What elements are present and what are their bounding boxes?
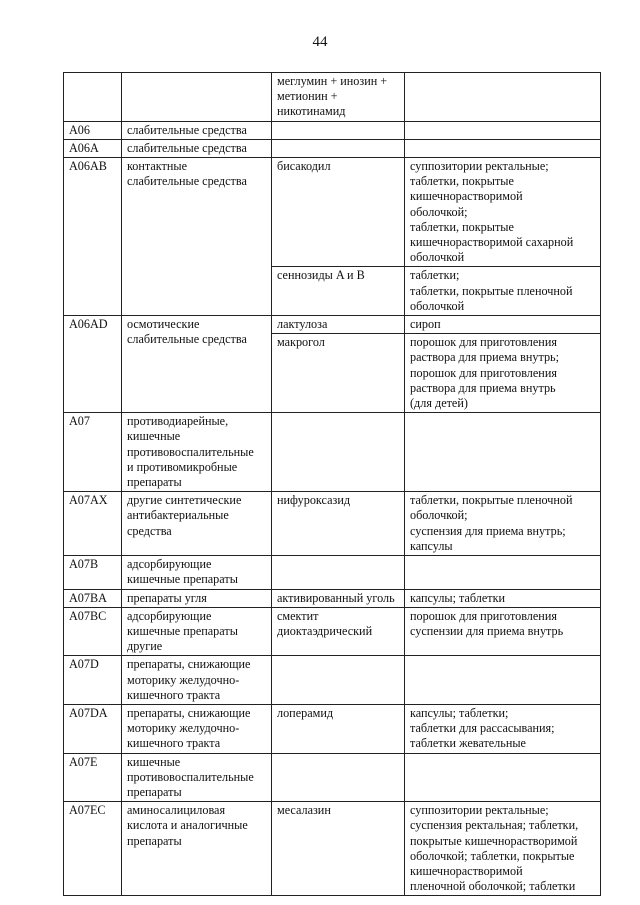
substance-cell: активированный уголь xyxy=(272,589,405,607)
page-number: 44 xyxy=(312,34,328,50)
table-row xyxy=(64,556,601,589)
substance-cell: нифуроксазид xyxy=(272,492,405,556)
anatomical-group-cell: слабительные средства xyxy=(122,121,272,139)
anatomical-group-cell: кишечные противовоспалительные препараты xyxy=(122,753,272,802)
substance-cell: меглумин + инозин + метионин + никотинамид xyxy=(272,73,405,122)
anatomical-group-cell: препараты, снижающие моторику желудочно- кишечного тракта xyxy=(122,704,272,753)
substance-cell xyxy=(272,139,405,157)
dosage-form-cell xyxy=(405,121,601,139)
table-row xyxy=(64,753,601,802)
atc-code-cell: A07AX xyxy=(64,492,122,556)
anatomical-group-cell: другие синтетические антибактериальные средства xyxy=(122,492,272,556)
substance-cell xyxy=(272,121,405,139)
substance-cell: лоперамид xyxy=(272,704,405,753)
anatomical-group-cell: препараты угля xyxy=(122,589,272,607)
table-row xyxy=(64,413,601,492)
atc-code-cell: A07EC xyxy=(64,802,122,896)
table-row xyxy=(64,607,601,656)
substance-cell: смектит диоктаэдрический xyxy=(272,607,405,656)
dosage-form-cell xyxy=(405,139,601,157)
dosage-form-cell xyxy=(405,413,601,492)
table-row xyxy=(64,158,601,267)
substance-cell: лактулоза xyxy=(272,316,405,334)
substance-cell xyxy=(272,753,405,802)
drug-classification-table xyxy=(63,72,601,896)
table-row xyxy=(64,656,601,705)
anatomical-group-cell: противодиарейные, кишечные противовоспалительные и противомикробные препараты xyxy=(122,413,272,492)
dosage-form-cell: порошок для приготовления раствора для приема внутрь; порошок для приготовления раствора для приема внутрь (для детей) xyxy=(405,334,601,413)
anatomical-group-cell: осмотические слабительные средства xyxy=(122,316,272,413)
atc-code-cell: A07D xyxy=(64,656,122,705)
anatomical-group-cell: аминосалициловая кислота и аналогичные препараты xyxy=(122,802,272,896)
anatomical-group-cell xyxy=(122,73,272,122)
substance-cell: сеннозиды A и B xyxy=(272,267,405,316)
anatomical-group-cell: адсорбирующие кишечные препараты другие xyxy=(122,607,272,656)
substance-cell: бисакодил xyxy=(272,158,405,267)
atc-code-cell: A07DA xyxy=(64,704,122,753)
substance-cell xyxy=(272,413,405,492)
atc-code-cell: A07 xyxy=(64,413,122,492)
atc-code-cell: A07BC xyxy=(64,607,122,656)
dosage-form-cell: капсулы; таблетки; таблетки для рассасывания; таблетки жевательные xyxy=(405,704,601,753)
substance-cell: месалазин xyxy=(272,802,405,896)
substance-cell xyxy=(272,656,405,705)
dosage-form-cell: суппозитории ректальные; таблетки, покрытые кишечнорастворимой оболочкой; таблетки, покрытые кишечнорастворимой сахарной оболочкой xyxy=(405,158,601,267)
atc-code-cell xyxy=(64,73,122,122)
table-row xyxy=(64,121,601,139)
dosage-form-cell xyxy=(405,73,601,122)
dosage-form-cell xyxy=(405,556,601,589)
atc-code-cell: A07E xyxy=(64,753,122,802)
dosage-form-cell: капсулы; таблетки xyxy=(405,589,601,607)
dosage-form-cell xyxy=(405,753,601,802)
anatomical-group-cell: контактные слабительные средства xyxy=(122,158,272,316)
substance-cell xyxy=(272,556,405,589)
table-row xyxy=(64,802,601,896)
dosage-form-cell: суппозитории ректальные; суспензия ректальная; таблетки, покрытые кишечнорастворимой оболочкой; таблетки, покрытые кишечнорастворимой пленочной оболочкой; таблетки xyxy=(405,802,601,896)
table-row xyxy=(64,316,601,334)
table-row xyxy=(64,704,601,753)
atc-code-cell: A07B xyxy=(64,556,122,589)
anatomical-group-cell: адсорбирующие кишечные препараты xyxy=(122,556,272,589)
substance-cell: макрогол xyxy=(272,334,405,413)
table-row xyxy=(64,139,601,157)
atc-code-cell: A06A xyxy=(64,139,122,157)
anatomical-group-cell: слабительные средства xyxy=(122,139,272,157)
dosage-form-cell: порошок для приготовления суспензии для приема внутрь xyxy=(405,607,601,656)
dosage-form-cell xyxy=(405,656,601,705)
atc-code-cell: A06 xyxy=(64,121,122,139)
table-row xyxy=(64,73,601,122)
dosage-form-cell: таблетки, покрытые пленочной оболочкой; суспензия для приема внутрь; капсулы xyxy=(405,492,601,556)
table-row xyxy=(64,492,601,556)
dosage-form-cell: таблетки; таблетки, покрытые пленочной оболочкой xyxy=(405,267,601,316)
atc-code-cell: A06AB xyxy=(64,158,122,316)
dosage-form-cell: сироп xyxy=(405,316,601,334)
table-row xyxy=(64,589,601,607)
anatomical-group-cell: препараты, снижающие моторику желудочно- кишечного тракта xyxy=(122,656,272,705)
atc-code-cell: A07BA xyxy=(64,589,122,607)
atc-code-cell: A06AD xyxy=(64,316,122,413)
